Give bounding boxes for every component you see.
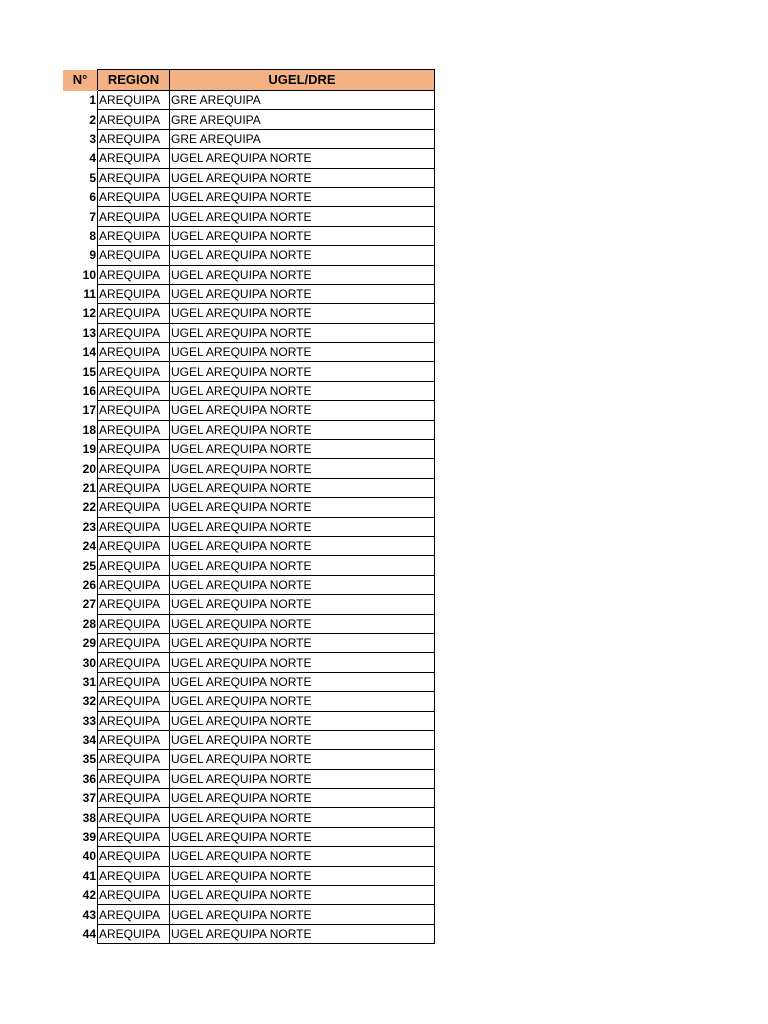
table-row [63, 440, 435, 459]
row-number-cell[interactable]: 16 [82, 384, 96, 399]
row-number-cell[interactable]: 6 [89, 190, 96, 205]
region-cell[interactable]: AREQUIPA [98, 187, 170, 206]
ugel-dre-cell[interactable]: UGEL AREQUIPA NORTE [170, 924, 435, 943]
table-row [63, 129, 435, 148]
region-cell[interactable]: AREQUIPA [98, 789, 170, 808]
ugel-dre-cell[interactable]: UGEL AREQUIPA NORTE [170, 808, 435, 827]
ugel-dre-cell[interactable]: GRE AREQUIPA [170, 110, 435, 129]
table-header [63, 70, 435, 91]
row-number-cell[interactable]: 42 [82, 888, 96, 903]
table-row [63, 808, 435, 827]
ugel-dre-cell[interactable]: UGEL AREQUIPA NORTE [170, 595, 435, 614]
table-row [63, 323, 435, 342]
table-row [63, 91, 435, 110]
row-number-cell[interactable]: 10 [82, 267, 96, 282]
region-cell[interactable]: AREQUIPA [98, 633, 170, 652]
region-cell[interactable]: AREQUIPA [98, 536, 170, 555]
row-number-cell[interactable]: 12 [82, 306, 96, 321]
ugel-table [63, 69, 435, 944]
table-row [63, 343, 435, 362]
region-cell[interactable]: AREQUIPA [98, 207, 170, 226]
row-number-cell[interactable]: 27 [82, 597, 96, 612]
row-number-cell[interactable]: 39 [82, 830, 96, 845]
ugel-dre-cell[interactable]: UGEL AREQUIPA NORTE [170, 847, 435, 866]
row-number-cell[interactable]: 30 [82, 655, 96, 670]
ugel-dre-cell[interactable]: UGEL AREQUIPA NORTE [170, 886, 435, 905]
row-number-cell[interactable]: 1 [89, 93, 96, 108]
ugel-dre-cell[interactable]: UGEL AREQUIPA NORTE [170, 284, 435, 303]
row-number-cell[interactable]: 8 [89, 228, 96, 243]
row-number-cell[interactable]: 43 [82, 907, 96, 922]
ugel-dre-cell[interactable]: UGEL AREQUIPA NORTE [170, 149, 435, 168]
region-cell[interactable]: AREQUIPA [98, 498, 170, 517]
row-number-cell[interactable]: 11 [83, 287, 96, 302]
table-row [63, 653, 435, 672]
row-number-cell[interactable]: 2 [89, 112, 96, 127]
region-cell[interactable]: AREQUIPA [98, 284, 170, 303]
ugel-dre-cell[interactable]: UGEL AREQUIPA NORTE [170, 343, 435, 362]
ugel-dre-cell[interactable]: GRE AREQUIPA [170, 129, 435, 148]
region-cell[interactable]: AREQUIPA [98, 866, 170, 885]
row-number-cell[interactable]: 22 [82, 500, 96, 515]
region-cell[interactable]: AREQUIPA [98, 91, 170, 110]
row-number-cell[interactable]: 25 [82, 558, 96, 573]
region-cell[interactable]: AREQUIPA [98, 595, 170, 614]
table-row [63, 556, 435, 575]
region-cell[interactable]: AREQUIPA [98, 381, 170, 400]
table-row [63, 246, 435, 265]
row-number-cell[interactable]: 33 [82, 713, 96, 728]
row-number-cell[interactable]: 36 [82, 771, 96, 786]
ugel-dre-cell[interactable]: GRE AREQUIPA [170, 91, 435, 110]
table-row [63, 595, 435, 614]
ugel-dre-cell[interactable]: UGEL AREQUIPA NORTE [170, 750, 435, 769]
region-cell[interactable]: AREQUIPA [98, 808, 170, 827]
region-cell[interactable]: AREQUIPA [98, 769, 170, 788]
region-cell[interactable]: AREQUIPA [98, 478, 170, 497]
region-cell[interactable]: AREQUIPA [98, 750, 170, 769]
row-number-cell[interactable]: 26 [82, 577, 96, 592]
region-cell[interactable]: AREQUIPA [98, 886, 170, 905]
region-cell[interactable]: AREQUIPA [98, 556, 170, 575]
ugel-dre-cell[interactable]: UGEL AREQUIPA NORTE [170, 517, 435, 536]
row-number-cell[interactable]: 9 [89, 248, 96, 263]
region-cell[interactable]: AREQUIPA [98, 517, 170, 536]
region-cell[interactable]: AREQUIPA [98, 129, 170, 148]
ugel-dre-cell[interactable]: UGEL AREQUIPA NORTE [170, 905, 435, 924]
table-body [63, 91, 435, 944]
ugel-dre-cell[interactable]: UGEL AREQUIPA NORTE [170, 866, 435, 885]
table-row [63, 168, 435, 187]
header-row [63, 70, 435, 91]
region-cell[interactable]: AREQUIPA [98, 362, 170, 381]
ugel-dre-cell[interactable]: UGEL AREQUIPA NORTE [170, 478, 435, 497]
row-number-cell[interactable]: 31 [82, 674, 96, 689]
ugel-dre-cell[interactable]: UGEL AREQUIPA NORTE [170, 207, 435, 226]
row-number-cell[interactable]: 14 [82, 345, 96, 360]
row-number-cell[interactable]: 23 [82, 519, 96, 534]
region-cell[interactable]: AREQUIPA [98, 226, 170, 245]
region-cell[interactable]: AREQUIPA [98, 323, 170, 342]
region-cell[interactable]: AREQUIPA [98, 420, 170, 439]
table-row [63, 362, 435, 381]
region-cell[interactable]: AREQUIPA [98, 246, 170, 265]
region-cell[interactable]: AREQUIPA [98, 711, 170, 730]
region-cell[interactable]: AREQUIPA [98, 827, 170, 846]
ugel-dre-cell[interactable]: UGEL AREQUIPA NORTE [170, 187, 435, 206]
ugel-dre-cell[interactable]: UGEL AREQUIPA NORTE [170, 614, 435, 633]
region-cell[interactable]: AREQUIPA [98, 924, 170, 943]
table-row [63, 750, 435, 769]
region-cell[interactable]: AREQUIPA [98, 692, 170, 711]
region-cell[interactable]: AREQUIPA [98, 614, 170, 633]
row-number-cell[interactable]: 7 [89, 209, 96, 224]
region-cell[interactable]: AREQUIPA [98, 672, 170, 691]
ugel-dre-cell[interactable]: UGEL AREQUIPA NORTE [170, 653, 435, 672]
table-row [63, 207, 435, 226]
region-cell[interactable]: AREQUIPA [98, 575, 170, 594]
ugel-dre-cell[interactable]: UGEL AREQUIPA NORTE [170, 498, 435, 517]
row-number-cell[interactable]: 37 [82, 791, 96, 806]
row-number-cell[interactable]: 21 [82, 481, 96, 495]
ugel-dre-cell[interactable]: UGEL AREQUIPA NORTE [170, 556, 435, 575]
table-row [63, 401, 435, 420]
table-row [63, 536, 435, 555]
table-row [63, 226, 435, 245]
table-row [63, 924, 435, 943]
row-number-cell[interactable]: 41 [82, 868, 96, 883]
ugel-dre-cell[interactable]: UGEL AREQUIPA NORTE [170, 730, 435, 749]
row-number-cell[interactable]: 19 [82, 442, 96, 457]
ugel-dre-cell[interactable]: UGEL AREQUIPA NORTE [170, 168, 435, 187]
ugel-dre-cell[interactable]: UGEL AREQUIPA NORTE [170, 536, 435, 555]
ugel-dre-cell[interactable]: UGEL AREQUIPA NORTE [170, 459, 435, 478]
row-number-cell[interactable]: 40 [82, 849, 96, 864]
region-cell[interactable]: AREQUIPA [98, 459, 170, 478]
ugel-dre-cell[interactable]: UGEL AREQUIPA NORTE [170, 246, 435, 265]
ugel-dre-cell[interactable]: UGEL AREQUIPA NORTE [170, 672, 435, 691]
table-row [63, 692, 435, 711]
region-cell[interactable]: AREQUIPA [98, 110, 170, 129]
row-number-cell[interactable]: 13 [82, 325, 96, 340]
table-row [63, 711, 435, 730]
table-row [63, 517, 435, 536]
table-row [63, 633, 435, 652]
ugel-dre-cell[interactable]: UGEL AREQUIPA NORTE [170, 265, 435, 284]
table-row [63, 498, 435, 517]
ugel-dre-cell[interactable]: UGEL AREQUIPA NORTE [170, 575, 435, 594]
ugel-dre-cell[interactable]: UGEL AREQUIPA NORTE [170, 323, 435, 342]
ugel-dre-cell[interactable]: UGEL AREQUIPA NORTE [170, 304, 435, 323]
table-row [63, 381, 435, 400]
table-row [63, 149, 435, 168]
row-number-cell[interactable]: 17 [82, 403, 96, 418]
table-row [63, 672, 435, 691]
ugel-dre-cell[interactable]: UGEL AREQUIPA NORTE [170, 711, 435, 730]
table-row [63, 304, 435, 323]
table-row [63, 730, 435, 749]
region-cell[interactable]: AREQUIPA [98, 440, 170, 459]
ugel-dre-cell[interactable]: UGEL AREQUIPA NORTE [170, 401, 435, 420]
ugel-dre-cell[interactable]: UGEL AREQUIPA NORTE [170, 789, 435, 808]
ugel-dre-cell[interactable]: UGEL AREQUIPA NORTE [170, 692, 435, 711]
row-number-cell[interactable]: 4 [89, 151, 96, 166]
ugel-dre-cell[interactable]: UGEL AREQUIPA NORTE [170, 362, 435, 381]
table-row [63, 187, 435, 206]
table-row [63, 886, 435, 905]
row-number-cell[interactable]: 18 [82, 422, 96, 437]
row-number-cell[interactable]: 44 [82, 926, 96, 941]
table-row [63, 575, 435, 594]
row-number-cell[interactable]: 5 [89, 170, 96, 185]
region-cell[interactable]: AREQUIPA [98, 653, 170, 672]
ugel-dre-cell[interactable]: UGEL AREQUIPA NORTE [170, 381, 435, 400]
row-number-cell[interactable]: 20 [82, 461, 96, 476]
table-row [63, 827, 435, 846]
table-row [63, 866, 435, 885]
row-number-cell[interactable]: 34 [82, 733, 96, 748]
region-cell[interactable]: AREQUIPA [98, 149, 170, 168]
row-number-cell[interactable]: 28 [82, 616, 96, 631]
region-cell[interactable]: AREQUIPA [98, 905, 170, 924]
table-row [63, 459, 435, 478]
row-number-cell[interactable]: 24 [82, 539, 96, 554]
region-cell[interactable]: AREQUIPA [98, 401, 170, 420]
row-number-cell[interactable]: 15 [82, 364, 96, 379]
header-region[interactable]: REGION [98, 70, 170, 91]
table-row [63, 905, 435, 924]
table-row [63, 110, 435, 129]
ugel-dre-cell[interactable]: UGEL AREQUIPA NORTE [170, 827, 435, 846]
header-ugel-dre[interactable]: UGEL/DRE [170, 70, 435, 91]
table-row [63, 478, 435, 497]
table-row [63, 265, 435, 284]
region-cell[interactable]: AREQUIPA [98, 847, 170, 866]
table-row [63, 420, 435, 439]
table-row [63, 847, 435, 866]
header-num[interactable]: N° [63, 70, 98, 91]
row-number-cell[interactable]: 32 [82, 694, 96, 709]
ugel-dre-cell[interactable]: UGEL AREQUIPA NORTE [170, 440, 435, 459]
ugel-dre-cell[interactable]: UGEL AREQUIPA NORTE [170, 420, 435, 439]
ugel-dre-cell[interactable]: UGEL AREQUIPA NORTE [170, 633, 435, 652]
ugel-dre-cell[interactable]: UGEL AREQUIPA NORTE [170, 769, 435, 788]
table-row [63, 614, 435, 633]
region-cell[interactable]: AREQUIPA [98, 168, 170, 187]
region-cell[interactable]: AREQUIPA [98, 343, 170, 362]
row-number-cell[interactable]: 38 [82, 810, 96, 825]
region-cell[interactable]: AREQUIPA [98, 730, 170, 749]
table-row [63, 769, 435, 788]
table-row [63, 284, 435, 303]
ugel-dre-cell[interactable]: UGEL AREQUIPA NORTE [170, 226, 435, 245]
row-number-cell[interactable]: 29 [82, 636, 96, 651]
region-cell[interactable]: AREQUIPA [98, 304, 170, 323]
row-number-cell[interactable]: 3 [89, 131, 96, 146]
table-row [63, 789, 435, 808]
region-cell[interactable]: AREQUIPA [98, 265, 170, 284]
row-number-cell[interactable]: 35 [82, 752, 96, 767]
